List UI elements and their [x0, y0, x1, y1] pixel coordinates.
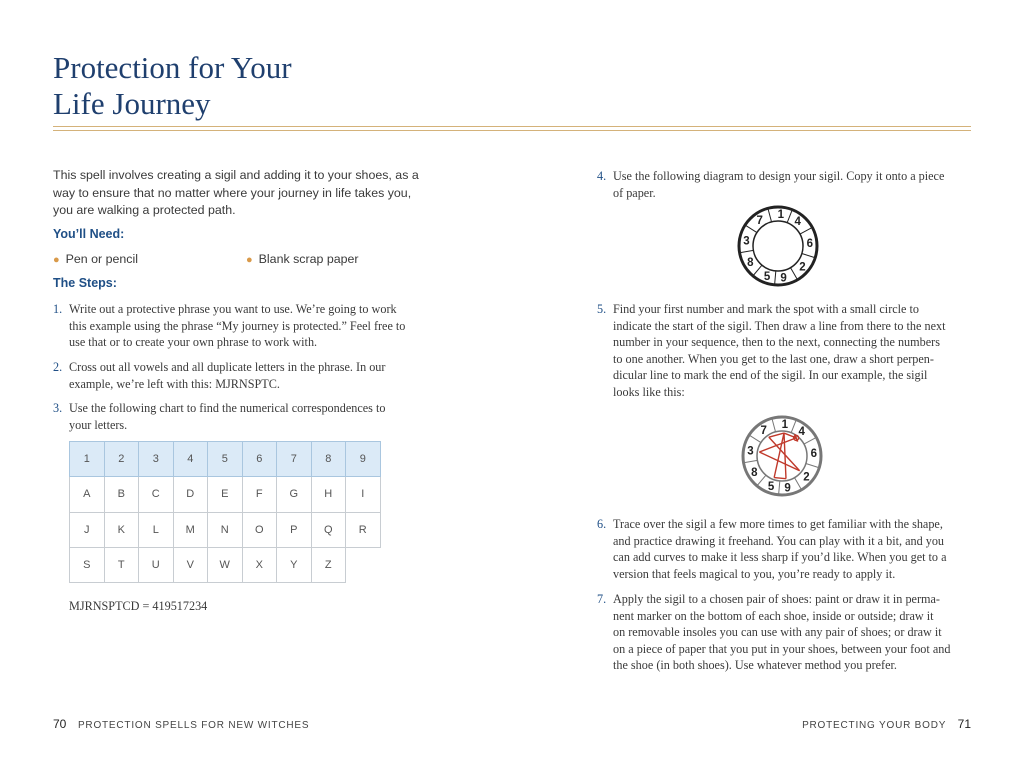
step-line: Cross out all vowels and all duplicate letters in the phrase. In our: [69, 360, 386, 374]
title-rule-bottom: [53, 130, 971, 131]
chart-cell: X: [242, 547, 277, 582]
step-line: on removable insoles you can use with any pair of shoes; or draw it: [613, 625, 942, 640]
chart-cell: V: [173, 547, 208, 582]
step-4: [597, 168, 977, 202]
chart-cell: A: [70, 477, 105, 512]
wheel-divider: [804, 437, 816, 444]
wheel-number-7: 7: [756, 214, 763, 227]
chart-header-row: [70, 442, 381, 477]
chart-cell: S: [70, 547, 105, 582]
step-number: 4.: [597, 169, 607, 183]
wheel-divider: [753, 265, 762, 276]
steps-heading: The Steps:: [53, 276, 117, 290]
step-line: nent marker on the bottom of each shoe, inside or outside; draw it: [613, 608, 934, 623]
chart-cell-empty: [346, 547, 381, 582]
step-number: 2.: [53, 360, 63, 374]
wheel-number-8: 8: [751, 467, 758, 479]
wheel-divider: [806, 464, 819, 468]
sigil-segment: [774, 433, 784, 478]
sigil-example-diagram: [734, 412, 830, 500]
chart-header-cell: 4: [173, 442, 208, 477]
chart-header-cell: 3: [139, 442, 174, 477]
intro-line: way to ensure that no matter where your journey in life takes you,: [53, 185, 412, 200]
step-line: Apply the sigil to a chosen pair of shoes: paint or draw it in perma-: [613, 592, 940, 606]
wheel-number-9: 9: [784, 482, 791, 495]
intro-line: you are walking a protected path.: [53, 203, 236, 217]
chart-cell: D: [173, 477, 208, 512]
footer-left: [53, 717, 309, 731]
needs-item-pen: [53, 252, 138, 266]
bullet-icon: ●: [53, 254, 60, 266]
sigil-wheel-diagram: [730, 202, 826, 290]
wheel-divider: [768, 208, 772, 222]
wheel-number-7: 7: [760, 424, 767, 437]
wheel-divider: [775, 271, 776, 285]
chart-cell: J: [70, 512, 105, 547]
chart-header-cell: 9: [346, 442, 381, 477]
title-line-1: Protection for Your: [53, 50, 292, 85]
wheel-number-9: 9: [780, 272, 787, 285]
page-number-left: 70: [53, 717, 67, 731]
chart-row: [70, 547, 381, 582]
chart-cell: B: [104, 477, 139, 512]
chart-cell: O: [242, 512, 277, 547]
needs-item-label: Blank scrap paper: [258, 252, 359, 266]
step-line: Find your first number and mark the spot with a small circle to: [613, 302, 919, 316]
chart-header-cell: 2: [104, 442, 139, 477]
wheel-number-6: 6: [810, 448, 818, 461]
page-number-right: 71: [957, 717, 971, 731]
wheel-number-3: 3: [747, 445, 754, 458]
chart-header-cell: 5: [208, 442, 243, 477]
step-line: looks like this:: [613, 384, 685, 399]
step-line: example, we’re left with this: MJRNSPTC.: [69, 376, 280, 391]
step-line: number in your sequence, then to the next, connecting the numbers: [613, 335, 940, 350]
wheel-divider: [795, 478, 802, 490]
chart-cell: T: [104, 547, 139, 582]
chart-cell: H: [311, 477, 346, 512]
sigil-segment: [759, 438, 796, 452]
step-line: on a piece of paper that you put in your shoes, between your foot and: [613, 641, 951, 656]
needs-item-label: Pen or pencil: [65, 252, 138, 266]
step-line: this example using the phrase “My journey is protected.” Feel free to: [69, 318, 406, 333]
step-1: [53, 301, 433, 351]
wheel-number-6: 6: [806, 238, 814, 251]
chart-cell: U: [139, 547, 174, 582]
chart-cell: Z: [311, 547, 346, 582]
step-number: 5.: [597, 302, 607, 316]
chart-cell: K: [104, 512, 139, 547]
sigil-segment: [774, 478, 786, 479]
step-number: 3.: [53, 401, 63, 415]
chart-cell: W: [208, 547, 243, 582]
chart-header-cell: 7: [277, 442, 312, 477]
chart-cell: Y: [277, 547, 312, 582]
step-line: Write out a protective phrase you want to use. We’re going to work: [69, 302, 397, 316]
step-line: Trace over the sigil a few more times to get familiar with the shape,: [613, 517, 943, 531]
step-line: and practice drawing it freehand. You can play with it a bit, and you: [613, 533, 945, 548]
sigil-equation: MJRNSPTCD = 419517234: [69, 599, 208, 613]
wheel-divider: [740, 250, 754, 252]
running-head-right: PROTECTING YOUR BODY: [802, 720, 947, 731]
step-line: the shoe (in both shoes). Use whatever method you prefer.: [613, 658, 897, 673]
chart-cell: F: [242, 477, 277, 512]
chart-cell: R: [346, 512, 381, 547]
wheel-divider: [749, 435, 761, 443]
step-line: to one another. When you get to the last one, draw a short perpen-: [613, 351, 934, 366]
wheel-number-1: 1: [781, 419, 788, 432]
number-letter-chart: [69, 441, 381, 583]
step-number: 7.: [597, 592, 607, 606]
wheel-divider: [791, 420, 796, 433]
wheel-divider: [791, 268, 798, 280]
wheel-inner-ring: [757, 431, 807, 481]
step-number: 6.: [597, 517, 607, 531]
title-line-2: Life Journey: [53, 86, 211, 121]
step-line: can add curves to make it less sharp if you’d like. When you get to a: [613, 550, 947, 565]
page-title: [53, 50, 292, 122]
step-line: use that or to create your own phrase to work with.: [69, 335, 318, 350]
step-6: [597, 516, 977, 584]
step-line: indicate the start of the sigil. Then draw a line from there to the next: [613, 318, 946, 333]
wheel-divider: [802, 254, 815, 258]
wheel-number-3: 3: [743, 235, 750, 248]
wheel-inner-ring: [753, 221, 803, 271]
chart-header-cell: 8: [311, 442, 346, 477]
intro-paragraph: [53, 167, 428, 220]
wheel-number-2: 2: [799, 261, 806, 274]
chart-row: [70, 512, 381, 547]
chart-cell: Q: [311, 512, 346, 547]
wheel-number-5: 5: [763, 271, 771, 284]
chart-cell: E: [208, 477, 243, 512]
step-line: your letters.: [69, 417, 128, 432]
step-line: dicular line to mark the end of the sigil. In our example, the sigil: [613, 368, 928, 383]
step-7: [597, 591, 977, 675]
wheel-number-5: 5: [767, 481, 775, 494]
step-line: version that feels magical to you, you’re ready to apply it.: [613, 566, 896, 581]
wheel-divider: [779, 481, 780, 495]
running-head-left: PROTECTION SPELLS FOR NEW WITCHES: [77, 720, 310, 731]
chart-cell: P: [277, 512, 312, 547]
title-rule-top: [53, 126, 971, 127]
chart-cell: I: [346, 477, 381, 512]
intro-line: This spell involves creating a sigil and adding it to your shoes, as a: [53, 168, 419, 182]
step-2: [53, 359, 433, 393]
chart-cell: N: [208, 512, 243, 547]
wheel-divider: [744, 460, 758, 462]
wheel-number-4: 4: [798, 425, 805, 438]
chart-cell: G: [277, 477, 312, 512]
needs-item-paper: [246, 252, 359, 266]
bullet-icon: ●: [246, 254, 253, 266]
footer-right: [802, 717, 971, 731]
step-line: Use the following diagram to design your sigil. Copy it onto a piece: [613, 169, 945, 183]
step-line: of paper.: [613, 185, 656, 200]
chart-header-cell: 6: [242, 442, 277, 477]
chart-cell: M: [173, 512, 208, 547]
wheel-divider: [787, 210, 792, 223]
needs-heading: You’ll Need:: [53, 227, 125, 241]
wheel-divider: [800, 227, 812, 234]
step-number: 1.: [53, 302, 63, 316]
step-5: [597, 301, 977, 401]
wheel-number-2: 2: [803, 471, 810, 484]
chart-header-cell: 1: [70, 442, 105, 477]
wheel-divider: [745, 225, 757, 233]
chart-cell: L: [139, 512, 174, 547]
wheel-divider: [772, 418, 776, 432]
step-line: Use the following chart to find the numerical correspondences to: [69, 401, 386, 415]
wheel-divider: [757, 475, 766, 486]
wheel-number-1: 1: [777, 209, 784, 222]
step-3: [53, 400, 433, 434]
wheel-number-4: 4: [794, 215, 801, 228]
chart-cell: C: [139, 477, 174, 512]
chart-row: [70, 477, 381, 512]
wheel-number-8: 8: [747, 257, 754, 269]
